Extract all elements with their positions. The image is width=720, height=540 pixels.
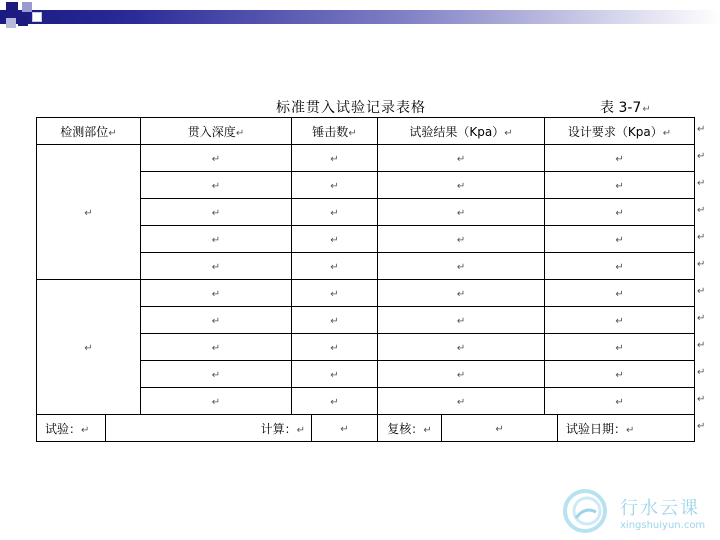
design-cell[interactable]: ↵ [545, 280, 695, 307]
calc-label: 计算：↵ [106, 415, 312, 442]
date-label: 试验日期：↵ [558, 415, 695, 442]
result-cell[interactable]: ↵ [378, 199, 545, 226]
calc-value-cell[interactable]: ↵ [312, 415, 378, 442]
decor-square [6, 18, 16, 28]
blows-cell[interactable]: ↵ [292, 361, 378, 388]
depth-cell[interactable]: ↵ [141, 226, 292, 253]
design-cell[interactable]: ↵ [545, 145, 695, 172]
header-row [37, 118, 695, 145]
test-label: 试验：↵ [37, 415, 106, 442]
decor-square [18, 16, 28, 26]
row-end-mark: ↵ [697, 205, 706, 216]
row-end-mark: ↵ [697, 394, 706, 405]
row-end-mark: ↵ [697, 259, 706, 270]
blows-cell[interactable]: ↵ [292, 307, 378, 334]
row-end-mark: ↵ [697, 232, 706, 243]
result-cell[interactable]: ↵ [378, 361, 545, 388]
depth-cell[interactable]: ↵ [141, 388, 292, 415]
result-cell[interactable]: ↵ [378, 172, 545, 199]
decor-square [22, 2, 32, 12]
row-end-mark: ↵ [697, 124, 706, 135]
row-end-mark: ↵ [697, 178, 706, 189]
depth-cell[interactable]: ↵ [141, 334, 292, 361]
design-cell[interactable]: ↵ [545, 253, 695, 280]
decor-square [32, 12, 42, 22]
table-row [37, 145, 695, 172]
result-cell[interactable]: ↵ [378, 226, 545, 253]
watermark-text: 行水云课 [620, 498, 700, 519]
watermark-logo-icon [562, 488, 608, 534]
row-end-mark: ↵ [697, 340, 706, 351]
result-cell[interactable]: ↵ [378, 307, 545, 334]
blows-cell[interactable]: ↵ [292, 388, 378, 415]
blows-cell[interactable]: ↵ [292, 199, 378, 226]
result-cell[interactable]: ↵ [378, 280, 545, 307]
watermark-url: xingshuiyun.com [620, 520, 706, 531]
row-end-mark: ↵ [697, 286, 706, 297]
row-end-mark: ↵ [697, 151, 706, 162]
result-cell[interactable]: ↵ [378, 253, 545, 280]
blows-cell[interactable]: ↵ [292, 253, 378, 280]
design-cell[interactable]: ↵ [545, 307, 695, 334]
depth-cell[interactable]: ↵ [141, 253, 292, 280]
row-end-mark: ↵ [697, 313, 706, 324]
design-cell[interactable]: ↵ [545, 172, 695, 199]
depth-cell[interactable]: ↵ [141, 172, 292, 199]
table-row [37, 280, 695, 307]
blows-cell[interactable]: ↵ [292, 334, 378, 361]
location-cell[interactable]: ↵ [37, 145, 141, 280]
footer-row [37, 415, 695, 442]
header-decoration-bar [0, 10, 720, 24]
depth-cell[interactable]: ↵ [141, 361, 292, 388]
row-end-mark: ↵ [697, 421, 706, 432]
design-cell[interactable]: ↵ [545, 199, 695, 226]
table-number: 表 3-7↵ [600, 100, 651, 116]
header-result: 试验结果（Kpa）↵ [378, 118, 545, 145]
design-cell[interactable]: ↵ [545, 334, 695, 361]
blows-cell[interactable]: ↵ [292, 226, 378, 253]
header-location: 检测部位↵ [37, 118, 141, 145]
header-blows: 锤击数↵ [292, 118, 378, 145]
review-value-cell[interactable]: ↵ [442, 415, 558, 442]
blows-cell[interactable]: ↵ [292, 145, 378, 172]
table-title: 标准贯入试验记录表格 [276, 100, 426, 116]
record-table [36, 117, 695, 442]
review-label: 复核：↵ [378, 415, 442, 442]
depth-cell[interactable]: ↵ [141, 307, 292, 334]
row-end-mark: ↵ [697, 367, 706, 378]
result-cell[interactable]: ↵ [378, 145, 545, 172]
result-cell[interactable]: ↵ [378, 334, 545, 361]
design-cell[interactable]: ↵ [545, 388, 695, 415]
depth-cell[interactable]: ↵ [141, 145, 292, 172]
decor-square [6, 2, 18, 14]
depth-cell[interactable]: ↵ [141, 199, 292, 226]
header-design: 设计要求（Kpa）↵ [545, 118, 695, 145]
result-cell[interactable]: ↵ [378, 388, 545, 415]
design-cell[interactable]: ↵ [545, 226, 695, 253]
header-depth: 贯入深度↵ [141, 118, 292, 145]
location-cell[interactable]: ↵ [37, 280, 141, 415]
blows-cell[interactable]: ↵ [292, 280, 378, 307]
design-cell[interactable]: ↵ [545, 361, 695, 388]
blows-cell[interactable]: ↵ [292, 172, 378, 199]
depth-cell[interactable]: ↵ [141, 280, 292, 307]
